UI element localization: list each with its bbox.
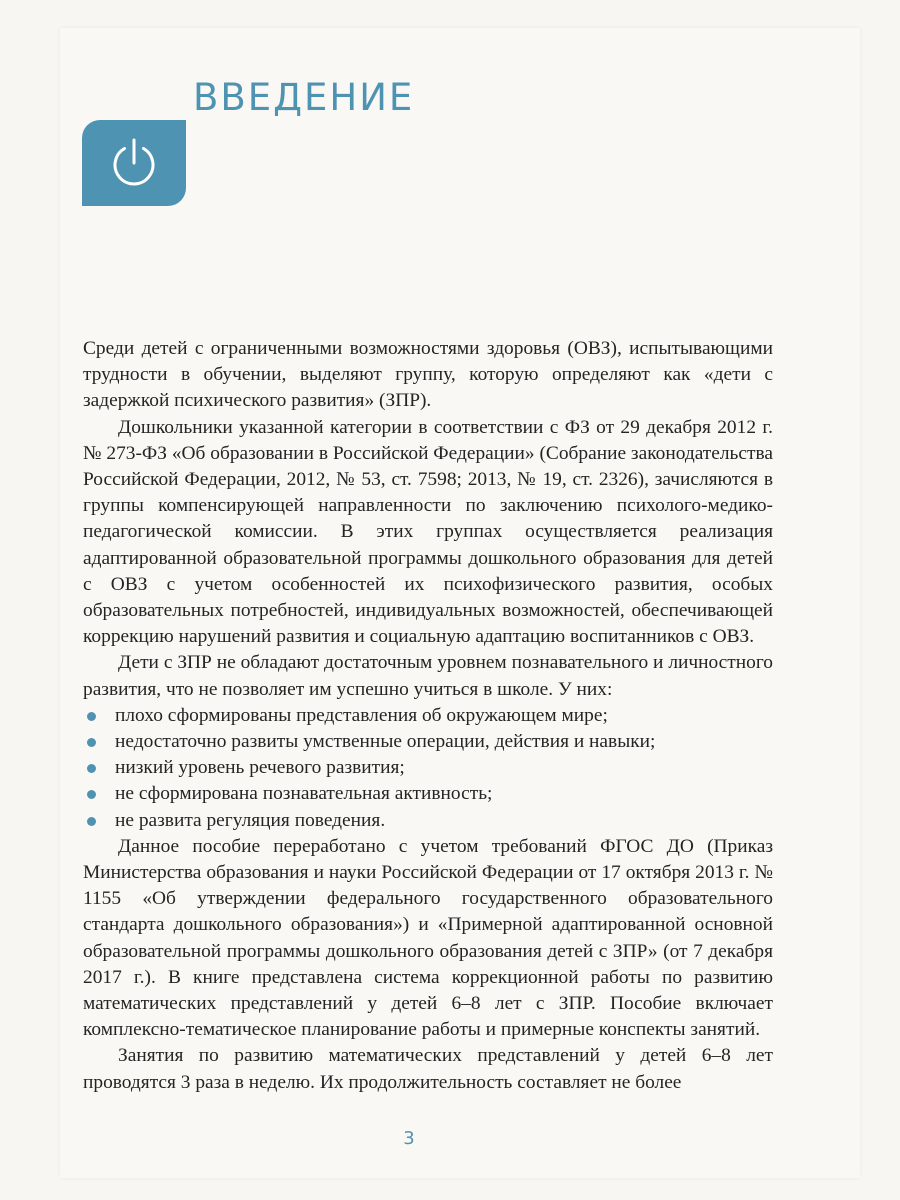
bullet-icon <box>87 790 96 799</box>
list-item <box>83 808 773 834</box>
list-item <box>83 781 773 807</box>
list-item-text: не сформирована познавательная активность; <box>115 783 493 805</box>
list-item <box>83 729 773 755</box>
chapter-title: ВВЕДЕНИЕ <box>193 76 415 119</box>
paragraph-5: Занятия по развитию математических представлений у детей 6–8 лет проводятся 3 раза в неделю. Их продолжительность составляет не более <box>83 1045 773 1093</box>
bullet-icon <box>87 764 96 773</box>
paragraph-4: Данное пособие переработано с учетом требований ФГОС ДО (Приказ Министерства образования и науки Российской Федерации от 17 октября 2013 г. № 1155 «Об утверждении федерального государственного образовательного стандарта дошкольного образования») и «Примерной адаптированной основной образовательной программы дошкольного образования детей с ЗПР» (от 7 декабря 2017 г.). В книге представлена система коррекционной работы по развитию математических представлений у детей 6–8 лет с ЗПР. Пособие включает комплексно-тематическое планирование работы и примерные конспекты занятий. <box>83 835 773 1041</box>
paragraph-1: Среди детей с ограниченными возможностями здоровья (ОВЗ), испытывающими трудности в обучении, выделяют группу, которую определяют как «дети с задержкой психического развития» (ЗПР). <box>83 338 773 412</box>
paragraph-2: Дошкольники указанной категории в соответствии с ФЗ от 29 декабря 2012 г. № 273-ФЗ «Об образовании в Российской Федерации» (Собрание законодательства Российской Федерации, 2012, № 53, ст. 7598; 2013, № 19, ст. 2326), зачисляются в группы компенсирующей направленности по заключению психолого-медико-педагогической комиссии. В этих группах осуществляется реализация адаптированной образовательной программы дошкольного образования для детей с ОВЗ с учетом особенностей их психофизического развития, особых образовательных потребностей, индивидуальных возможностей, обеспечивающей коррекцию нарушений развития и социальную адаптацию воспитанников с ОВЗ. <box>83 416 773 648</box>
page-number: 3 <box>403 1128 415 1149</box>
bullet-icon <box>87 817 96 826</box>
list-item <box>83 703 773 729</box>
paragraph-3: Дети с ЗПР не обладают достаточным уровнем познавательного и личностного развития, что не позволяет им успешно учиться в школе. У них: <box>83 652 773 700</box>
list-item-text: плохо сформированы представления об окружающем мире; <box>115 704 608 726</box>
bullet-icon <box>87 712 96 721</box>
power-icon <box>105 134 163 192</box>
body-text <box>83 336 773 1096</box>
bullet-icon <box>87 738 96 747</box>
list-item-text: недостаточно развиты умственные операции, действия и навыки; <box>115 731 656 753</box>
list-item <box>83 755 773 781</box>
chapter-icon-box <box>82 120 186 206</box>
bullet-list <box>83 703 773 834</box>
list-item-text: не развита регуляция поведения. <box>115 809 386 831</box>
list-item-text: низкий уровень речевого развития; <box>115 757 405 779</box>
